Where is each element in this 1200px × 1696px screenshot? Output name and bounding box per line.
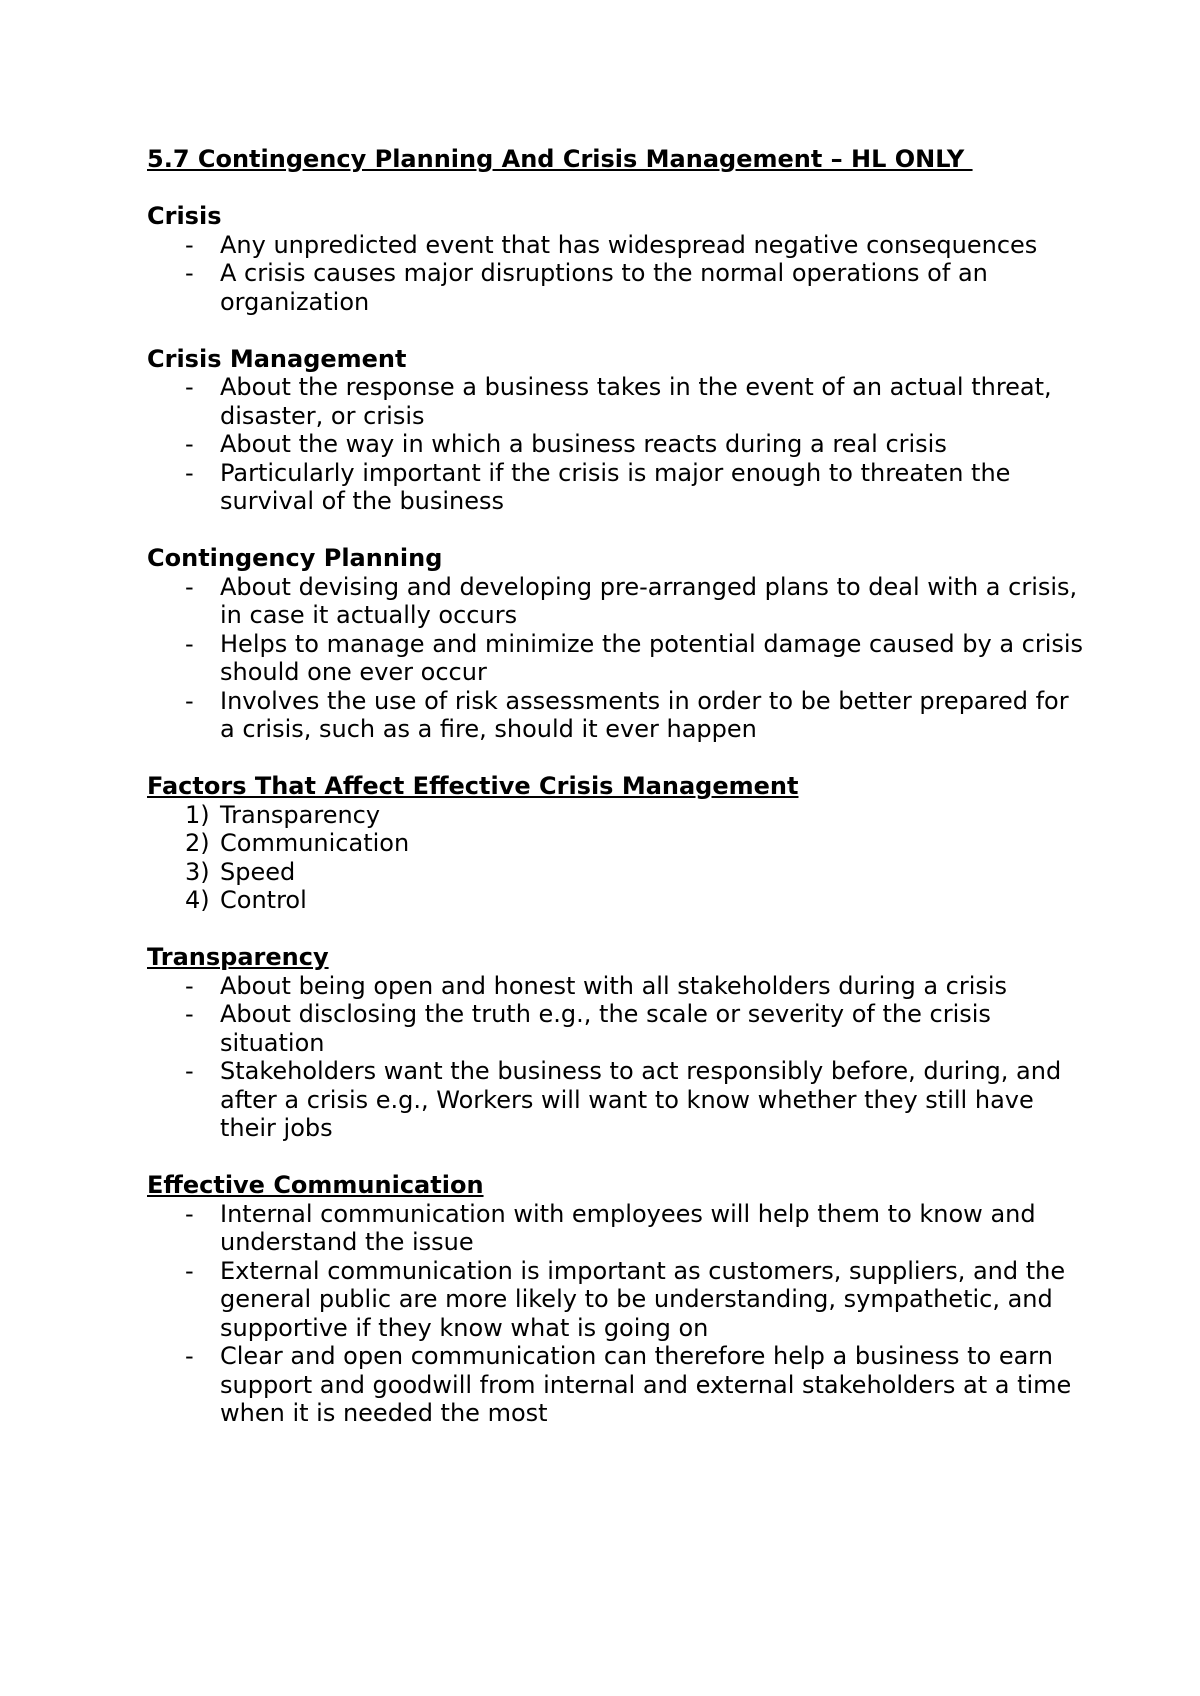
bullet-list xyxy=(147,1200,1087,1428)
list-item-text: Internal communication with employees will help them to know and understand the issue xyxy=(220,1199,1036,1256)
dash-marker: - xyxy=(185,1342,194,1370)
document-page xyxy=(147,145,1087,1456)
dash-marker: - xyxy=(185,1256,194,1285)
list-item-text: A crisis causes major disruptions to the normal operations of an organization xyxy=(220,259,988,316)
list-item xyxy=(147,1057,1087,1143)
list-item xyxy=(147,430,1087,459)
number-marker: 3) xyxy=(185,857,210,886)
dash-marker: - xyxy=(185,230,194,259)
list-item-text: About the way in which a business reacts during a real crisis xyxy=(220,430,947,458)
list-item-text: Speed xyxy=(220,857,296,886)
list-item xyxy=(147,687,1087,744)
list-item xyxy=(147,886,1087,915)
list-item-text: External communication is important as customers, suppliers, and the general public are more likely to be understanding, sympathetic, and supportive if they know what is going on xyxy=(220,1256,1066,1342)
list-item-text: Involves the use of risk assessments in order to be better prepared for a crisis, such as a fire, should it ever happen xyxy=(220,686,1069,743)
number-marker: 1) xyxy=(185,800,210,829)
list-item xyxy=(147,259,1087,316)
dash-marker: - xyxy=(185,971,194,1000)
section-heading: Crisis Management xyxy=(147,344,407,373)
list-item-text: Clear and open communication can therefore help a business to earn support and goodwill from internal and external stakeholders at a time when it is needed the most xyxy=(220,1342,1072,1427)
dash-marker: - xyxy=(185,1000,194,1028)
list-item xyxy=(147,231,1087,260)
list-item xyxy=(147,1257,1087,1343)
dash-marker: - xyxy=(185,373,194,401)
dash-marker: - xyxy=(185,1057,194,1085)
list-item xyxy=(147,1000,1087,1057)
section-transparency xyxy=(147,943,1087,1143)
section-factors xyxy=(147,772,1087,915)
list-item xyxy=(147,1342,1087,1428)
list-item-text: Transparency xyxy=(220,800,381,829)
section-contingency-planning xyxy=(147,544,1087,744)
list-item xyxy=(147,373,1087,430)
list-item-text: About the response a business takes in the event of an actual threat, disaster, or crisis xyxy=(220,373,1052,430)
section-heading: Effective Communication xyxy=(147,1171,484,1199)
section-effective-communication xyxy=(147,1171,1087,1428)
number-marker: 4) xyxy=(185,886,210,914)
bullet-list xyxy=(147,573,1087,744)
list-item xyxy=(147,858,1087,887)
list-item-text: Helps to manage and minimize the potential damage caused by a crisis should one ever occur xyxy=(220,629,1084,686)
dash-marker: - xyxy=(185,629,194,658)
document-title: 5.7 Contingency Planning And Crisis Management – HL ONLY xyxy=(147,145,973,173)
bullet-list xyxy=(147,972,1087,1143)
section-heading: Contingency Planning xyxy=(147,544,443,572)
section-heading: Transparency xyxy=(147,943,329,971)
list-item-text: Particularly important if the crisis is major enough to threaten the survival of the business xyxy=(220,458,1011,515)
bullet-list xyxy=(147,231,1087,317)
number-marker: 2) xyxy=(185,829,210,857)
dash-marker: - xyxy=(185,430,194,458)
list-item xyxy=(147,829,1087,858)
dash-marker: - xyxy=(185,686,194,715)
numbered-list xyxy=(147,801,1087,915)
dash-marker: - xyxy=(185,259,194,287)
section-heading: Crisis xyxy=(147,202,222,230)
list-item xyxy=(147,459,1087,516)
list-item xyxy=(147,573,1087,630)
list-item xyxy=(147,801,1087,830)
dash-marker: - xyxy=(185,458,194,487)
list-item-text: Communication xyxy=(220,829,410,857)
list-item-text: About being open and honest with all stakeholders during a crisis xyxy=(220,971,1008,1000)
list-item-text: About devising and developing pre-arranged plans to deal with a crisis, in case it actually occurs xyxy=(220,572,1078,629)
list-item xyxy=(147,972,1087,1001)
list-item-text: Control xyxy=(220,886,307,914)
list-item xyxy=(147,630,1087,687)
list-item-text: Stakeholders want the business to act responsibly before, during, and after a crisis e.g., Workers will want to know whether they still have their jobs xyxy=(220,1057,1062,1142)
section-crisis xyxy=(147,202,1087,316)
list-item xyxy=(147,1200,1087,1257)
list-item-text: About disclosing the truth e.g., the scale or severity of the crisis situation xyxy=(220,1000,991,1057)
section-heading: Factors That Affect Effective Crisis Management xyxy=(147,772,799,800)
section-crisis-management xyxy=(147,345,1087,516)
list-item-text: Any unpredicted event that has widespread negative consequences xyxy=(220,230,1038,259)
dash-marker: - xyxy=(185,572,194,601)
bullet-list xyxy=(147,373,1087,516)
dash-marker: - xyxy=(185,1199,194,1228)
